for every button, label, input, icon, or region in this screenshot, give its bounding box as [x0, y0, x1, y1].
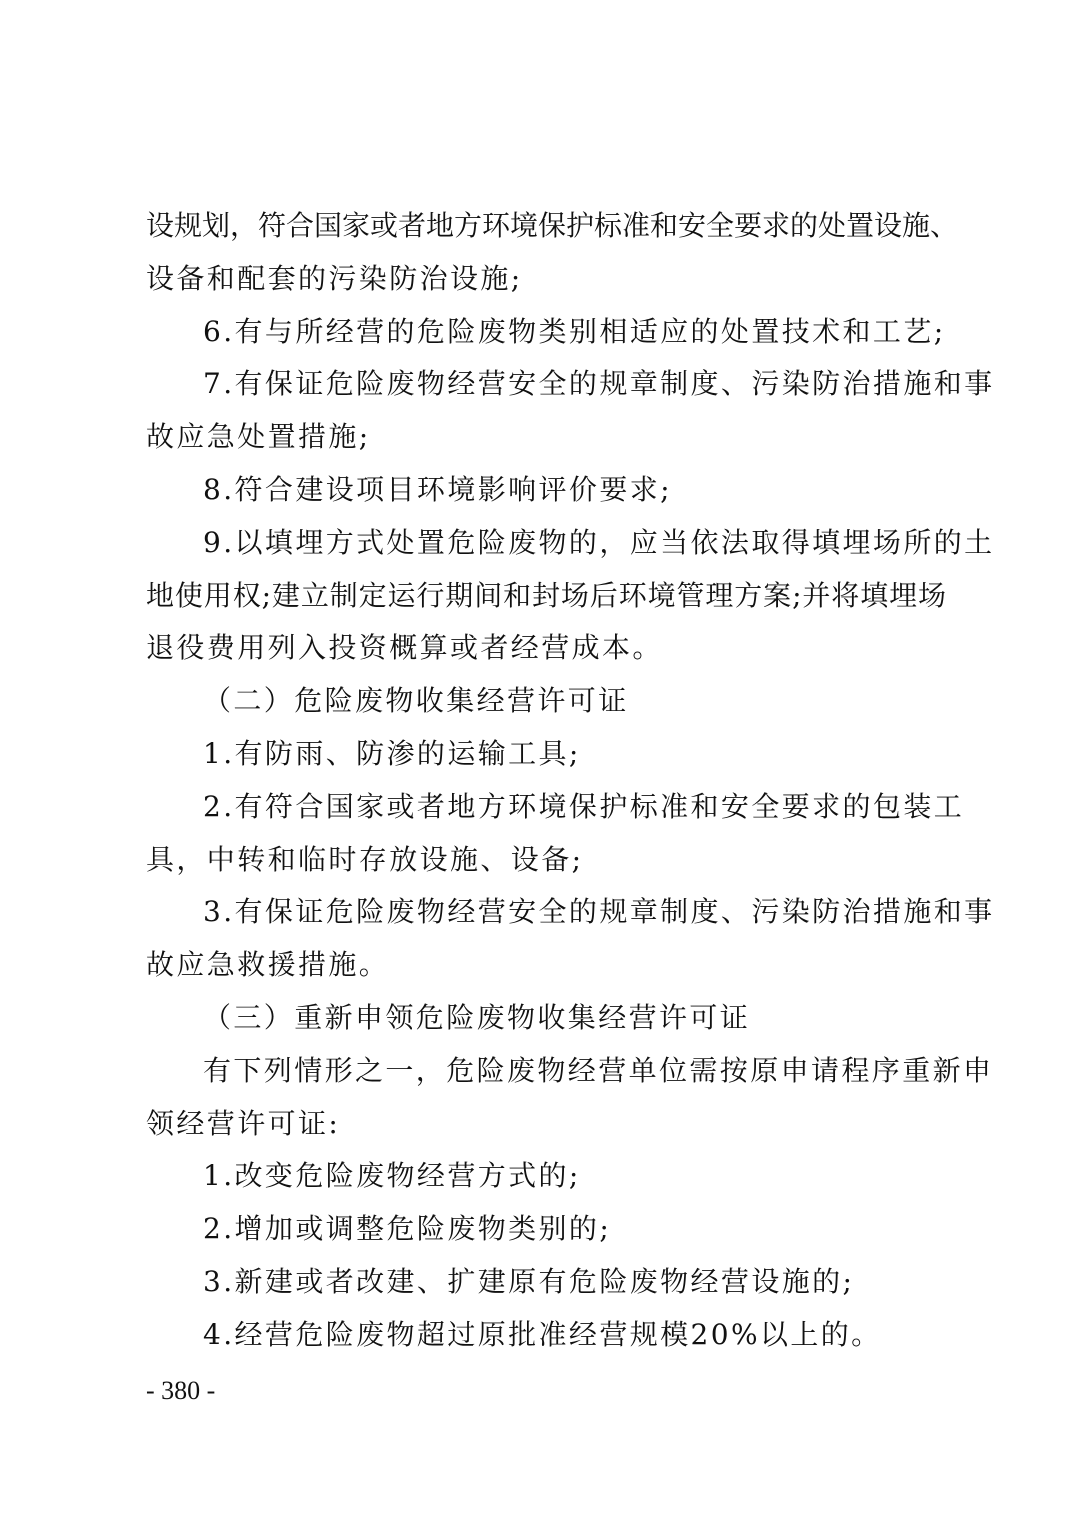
section-heading: （三）重新申领危险废物收集经营许可证 [203, 1000, 751, 1034]
list-item: 7.有保证危险废物经营安全的规章制度、污染防治措施和事 [203, 367, 995, 401]
paragraph-line: 领经营许可证: [146, 1106, 341, 1140]
paragraph-line: 具，中转和临时存放设施、设备; [146, 842, 584, 876]
paragraph-line: 设规划，符合国家或者地方环境保护标准和安全要求的处置设施、 [146, 209, 959, 242]
list-item: 1.改变危险废物经营方式的; [203, 1159, 581, 1193]
body-text [146, 200, 995, 1362]
section-heading: （二）危险废物收集经营许可证 [203, 684, 629, 718]
list-item: 3.有保证危险废物经营安全的规章制度、污染防治措施和事 [203, 895, 995, 929]
list-item: 3.新建或者改建、扩建原有危险废物经营设施的; [203, 1264, 855, 1298]
paragraph-line: 故应急救援措施。 [146, 948, 390, 982]
list-item: 2.有符合国家或者地方环境保护标准和安全要求的包装工 [203, 789, 965, 823]
list-item: 1.有防雨、防渗的运输工具; [203, 736, 581, 770]
list-item: 8.符合建设项目环境影响评价要求; [203, 472, 672, 506]
list-item: 2.增加或调整危险废物类别的; [203, 1212, 612, 1246]
paragraph-line: 设备和配套的污染防治设施; [146, 261, 523, 295]
page-number: - 380 - [146, 1376, 216, 1405]
paragraph-line: 故应急处置措施; [146, 420, 371, 454]
list-item: 9.以填埋方式处置危险废物的，应当依法取得填埋场所的土 [203, 525, 995, 559]
list-item: 4.经营危险废物超过原批准经营规模20%以上的。 [203, 1317, 882, 1351]
list-item: 6.有与所经营的危险废物类别相适应的处置技术和工艺; [203, 314, 946, 348]
paragraph-line: 退役费用列入投资概算或者经营成本。 [146, 631, 663, 665]
paragraph-line: 有下列情形之一，危险废物经营单位需按原申请程序重新申 [203, 1053, 994, 1087]
paragraph-line: 地使用权;建立制定运行期间和封场后环境管理方案;并将填埋场 [146, 578, 946, 612]
